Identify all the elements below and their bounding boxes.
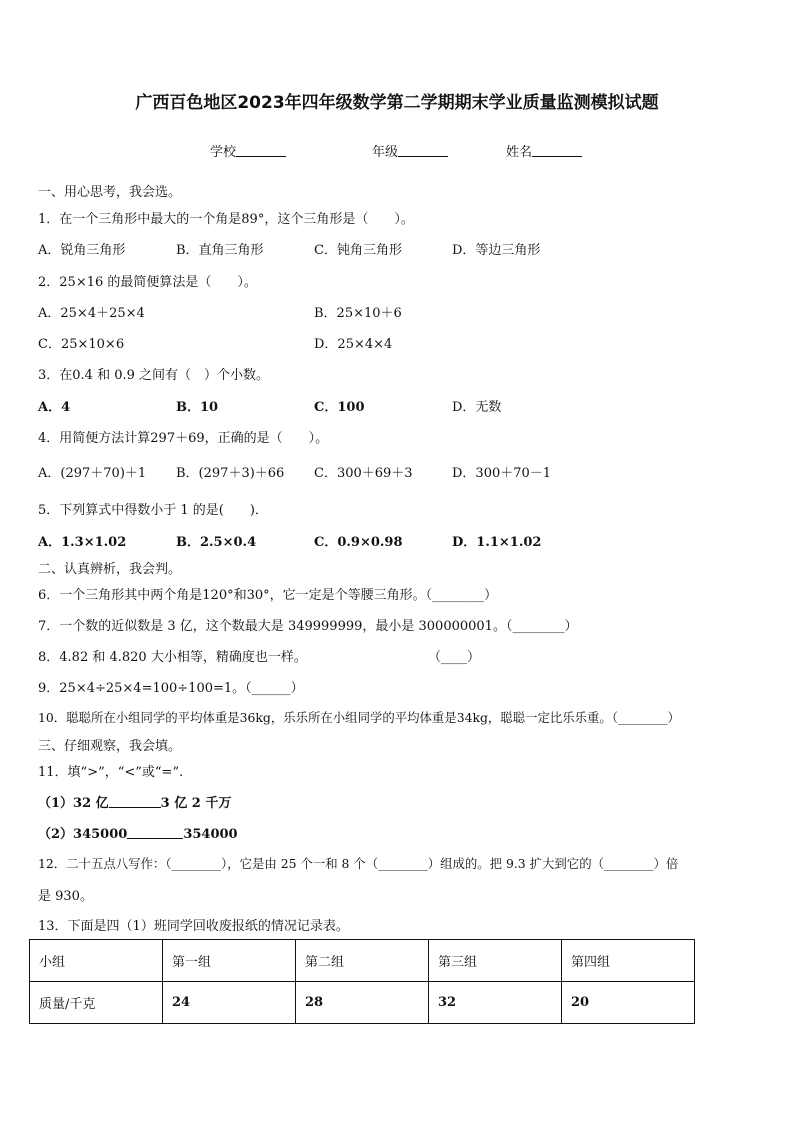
question-3-option-d: D．无数 (452, 400, 502, 415)
question-2-option-b: B．25×10＋6 (314, 306, 402, 321)
grade-label: 年级 (372, 145, 399, 160)
question-1-option-d: D．等边三角形 (452, 243, 541, 258)
question-3-option-c: C．100 (314, 400, 365, 415)
question-6: 6．一个三角形其中两个角是120°和30°，它一定是个等腰三角形。（________） (38, 588, 498, 603)
school-field (210, 141, 286, 160)
question-5-option-c: C．0.9×0.98 (314, 535, 403, 550)
question-12-line-2: 是 930。 (38, 889, 93, 904)
question-4-option-a: A．(297＋70)＋1 (38, 466, 147, 481)
name-field (506, 141, 582, 160)
table-row (30, 982, 695, 1024)
question-2-option-d: D．25×4×4 (314, 337, 393, 352)
grade-blank (398, 144, 448, 157)
name-label: 姓名 (506, 145, 533, 160)
question-11-part-1-blank (109, 795, 161, 808)
table-header-cell: 第四组 (561, 940, 694, 982)
grade-field (372, 141, 448, 160)
question-5-stem: 5．下列算式中得数小于 1 的是( )． (38, 503, 268, 518)
question-13-stem: 13．下面是四（1）班同学回收废报纸的情况记录表。 (38, 919, 349, 934)
question-1-option-c: C．钝角三角形 (314, 243, 402, 258)
table-cell: 质量/千克 (30, 982, 163, 1024)
school-label: 学校 (210, 145, 237, 160)
question-5-option-a: A．1.3×1.02 (38, 535, 127, 550)
recycling-table (29, 939, 695, 1024)
question-1-stem: 1．在一个三角形中最大的一个角是89°，这个三角形是（ ）。 (38, 212, 414, 227)
question-11-part-1 (38, 792, 231, 811)
question-10: 10．聪聪所在小组同学的平均体重是36kg，乐乐所在小组同学的平均体重是34kg，聪聪一定比乐乐重。（________） (38, 710, 680, 725)
question-3-option-a: A．4 (38, 400, 71, 415)
question-12-line-1: 12．二十五点八写作：（________），它是由 25 个一和 8 个（________）组成的。把 9.3 扩大到它的（________）倍 (38, 856, 679, 871)
question-2-option-c: C．25×10×6 (38, 337, 125, 352)
question-3-stem: 3．在0.4 和 0.9 之间有（ ）个小数。 (38, 368, 270, 383)
question-7: 7．一个数的近似数是 3 亿，这个数最大是 349999999，最小是 300000001。（________） (38, 619, 578, 634)
table-header-cell: 第一组 (162, 940, 295, 982)
section-2-heading: 二、认真辨析，我会判。 (38, 562, 182, 577)
school-blank (236, 144, 286, 157)
table-header-cell: 小组 (30, 940, 163, 982)
question-5-option-b: B．2.5×0.4 (176, 535, 257, 550)
question-11-part-1-left: （1）32 亿 (38, 796, 109, 811)
table-cell: 20 (561, 982, 694, 1024)
question-8-blank: （____） (428, 650, 481, 665)
section-3-heading: 三、仔细观察，我会填。 (38, 739, 182, 754)
page-title: 广西百色地区2023年四年级数学第二学期期末学业质量监测模拟试题 (135, 93, 659, 113)
name-blank (532, 144, 582, 157)
question-1-option-b: B．直角三角形 (176, 243, 264, 258)
question-9: 9．25×4÷25×4=100÷100=1。（______） (38, 681, 304, 696)
question-4-option-b: B．(297＋3)＋66 (176, 466, 285, 481)
question-4-option-c: C．300＋69＋3 (314, 466, 413, 481)
question-1-option-a: A．锐角三角形 (38, 243, 126, 258)
question-11-part-2-blank (127, 826, 183, 839)
question-4-stem: 4．用简便方法计算297＋69，正确的是（ ）。 (38, 431, 329, 446)
question-5-option-d: D．1.1×1.02 (452, 535, 542, 550)
table-cell: 24 (162, 982, 295, 1024)
table-cell: 32 (428, 982, 561, 1024)
table-header-cell: 第三组 (428, 940, 561, 982)
question-11-part-2-right: 354000 (183, 827, 238, 842)
question-2-stem: 2．25×16 的最简便算法是（ ）。 (38, 275, 257, 290)
question-8-text: 8．4.82 和 4.820 大小相等，精确度也一样。 (38, 650, 307, 665)
question-11-part-1-right: 3 亿 2 千万 (160, 796, 232, 811)
table-header-row (30, 940, 695, 982)
section-1-heading: 一、用心思考，我会选。 (38, 185, 182, 200)
question-11-part-2-left: （2）345000 (38, 827, 128, 842)
question-11-stem: 11．填“>”，“<”或“=”. (38, 765, 184, 780)
question-2-option-a: A．25×4＋25×4 (38, 306, 145, 321)
question-3-option-b: B．10 (176, 400, 219, 415)
table-cell: 28 (295, 982, 428, 1024)
question-11-part-2 (38, 823, 238, 842)
question-4-option-d: D．300＋70－1 (452, 466, 552, 481)
table-header-cell: 第二组 (295, 940, 428, 982)
